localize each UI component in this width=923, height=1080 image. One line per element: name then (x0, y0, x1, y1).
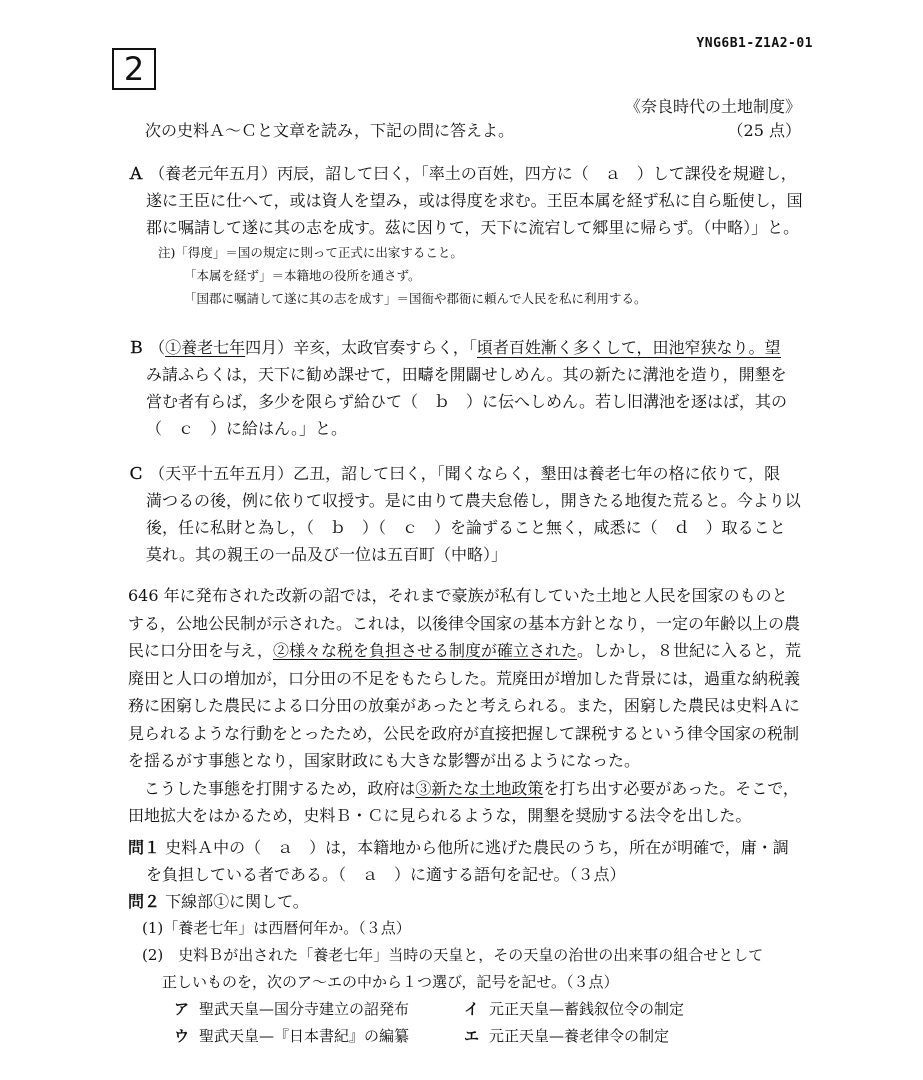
source-a-line-1 (128, 160, 805, 187)
source-b-line-4: （ ｃ ）に給はん。」と。 (146, 419, 347, 438)
source-b-text-1a: （ (149, 338, 166, 357)
instruction-text: 次の史料Ａ～Ｃと文章を読み，下記の問に答えよ。 (145, 121, 514, 140)
underline-3: ③新たな土地政策 (415, 778, 544, 798)
source-c-line-2: 満つるの後，例に依りて収授す。是に由りて農夫怠倦し，開きたる地復た荒ると。今より以 (146, 491, 801, 510)
total-points: （25 点） (727, 121, 801, 140)
source-a-line-2: 遂に王臣に仕へて，或は資人を望み，或は得度を求む。王臣本属を経ず私に自ら駈使し，国 (146, 191, 803, 210)
source-a-notes (128, 241, 805, 310)
source-c-label: Ｃ (128, 464, 145, 483)
passage-line-2: する，公地公民制が示された。これは，以後律令国家の基本方針となり，一定の年齢以上の農 (128, 613, 801, 633)
passage-line-7: を揺るがす事態となり，国家財政にも大きな影響が出るようになった。 (128, 751, 641, 770)
passage-text-8a: こうした事態を打開するため，政府は (144, 778, 416, 798)
source-a-line-3: 郡に嘱請して遂に其の志を成す。茲に因りて，天下に流宕して郷里に帰らず。（中略）」と。 (146, 218, 800, 237)
source-c-line-1 (128, 460, 805, 487)
option-e: エ 元正天皇—養老律令の制定 (464, 1027, 670, 1045)
q1-label: 問１ (128, 838, 161, 857)
passage-line-4: 廃田と人口の増加が，口分田の不足をもたらした。荒廃田が増加した背景には，過重な納税義 (128, 668, 801, 688)
options-row-2 (128, 1023, 805, 1050)
source-b (128, 334, 805, 442)
q2-sub-1: (1)「養老七年」は西暦何年か。（３点） (142, 919, 411, 937)
source-a-text-1: （養老元年五月）丙辰，詔して曰く，「率土の百姓，四方に（ ａ ）して課役を規避し， (149, 164, 797, 183)
underline-2: ②様々な税を負担させる制度が確立された (272, 641, 577, 660)
q2-intro: 下線部①に関して。 (165, 892, 309, 911)
passage-line-1: 646 年に発布された改新の詔では，それまで豪族が私有していた土地と人民を国家のものと (128, 586, 788, 605)
note-2: 「本属を経ず」＝本籍地の役所を通さず。 (184, 268, 421, 283)
option-u: ウ 聖武天皇—『日本書紀』の編纂 (174, 1027, 410, 1045)
note-3: 「国郡に嘱請して遂に其の志を成す」＝国衙や郡衙に頼んで人民を私に利用する。 (184, 291, 647, 306)
q2-line (128, 888, 805, 915)
questions (128, 834, 805, 1050)
passage-line-9: 田地拡大をはかるため，史料Ｂ・Ｃに見られるような，開墾を奨励する法令を出した。 (128, 806, 752, 825)
source-b-text-1c: 頃者百姓漸く多くして，田池窄狭なり。望 (476, 338, 781, 357)
q2-sub-2-line-2: 正しいものを，次のア～エの中から１つ選び，記号を記せ。（３点） (162, 973, 619, 991)
topic-title: 《奈良時代の土地制度》 (624, 97, 801, 116)
passage-line-6: 見られるような行動をとったため，公民を政府が直接把握して課税するという律令国家の税制 (128, 723, 800, 743)
source-c-text-1: （天平十五年五月）乙丑，詔して曰く，「聞くならく，墾田は養老七年の格に依りて，限 (149, 464, 781, 483)
source-b-line-2: み請ふらくは，天下に勧め課せて，田疇を開闢せしめん。其の新たに溝池を造り，開墾を (146, 365, 787, 384)
q1-text-1: 史料Ａ中の（ ａ ）は，本籍地から他所に逃げた農民のうち，所在が明確で，庸・調 (165, 838, 789, 857)
underline-1: ①養老七年 (165, 338, 246, 357)
source-b-text-1b: 四月）辛亥，太政官奏すらく，「 (245, 338, 477, 357)
source-c (128, 460, 805, 568)
source-a (128, 160, 805, 310)
q1-line-1 (128, 834, 805, 861)
q2-sub-2-line-1: (2) 史料Ｂが出された「養老七年」当時の天皇と，その天皇の治世の出来事の組合せとして (142, 946, 764, 964)
passage-text-8b: を打ち出す必要があった。そこで， (543, 778, 799, 798)
passage-line-5: 務に困窮した農民による口分田の放棄があったと考えられる。また，困窮した農民は史料Ａに (128, 696, 800, 715)
passage (128, 582, 805, 830)
source-c-line-3: 後，任に私財と為し，（ ｂ ）（ ｃ ）を論ずること無く，咸悉に（ ｄ ）取ること (146, 518, 786, 537)
q2-label: 問２ (128, 892, 161, 911)
source-b-label: Ｂ (128, 338, 145, 357)
note-1: 注)「得度」＝国の規定に則って正式に出家すること。 (158, 245, 463, 260)
instruction (145, 118, 801, 141)
passage-text-3a: 民に口分田を与え， (128, 641, 273, 660)
passage-text-3b: 。しかし，８世紀に入ると，荒 (576, 641, 801, 660)
passage-line-8 (128, 775, 805, 803)
source-b-line-1 (128, 334, 805, 361)
source-a-label: Ａ (128, 164, 145, 183)
option-a: ア 聖武天皇—国分寺建立の詔発布 (174, 1000, 410, 1018)
passage-line-3 (128, 637, 805, 665)
document-code: YNG6B1-Z1A2-01 (696, 36, 813, 51)
q1-line-2: を負担している者である。（ ａ ）に適する語句を記せ。（３点） (146, 865, 626, 884)
question-number-box: 2 (112, 48, 156, 90)
source-b-line-3: 営む者有らば，多少を限らず給ひて（ ｂ ）に伝へしめん。若し旧溝池を逐はば，其の (146, 392, 787, 411)
source-c-line-4: 莫れ。其の親王の一品及び一位は五百町（中略）」 (146, 545, 507, 564)
options-row-1 (128, 996, 805, 1023)
option-i: イ 元正天皇—蓄銭叙位令の制定 (464, 1000, 685, 1018)
